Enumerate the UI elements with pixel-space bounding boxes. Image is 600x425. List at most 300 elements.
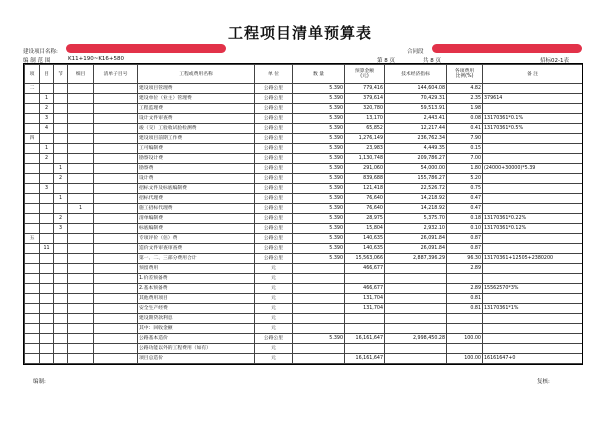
column-header: 数 量 xyxy=(293,65,345,84)
cell-amount: 320,780 xyxy=(345,104,385,114)
cell-name: 标底编制费 xyxy=(138,224,255,234)
cell-ratio: 96.30 xyxy=(447,254,483,264)
cell-xiang xyxy=(25,224,40,234)
cell-mu xyxy=(40,84,54,94)
cell-mu xyxy=(40,254,54,264)
cell-name: 竣（交）工验收试验检测费 xyxy=(138,124,255,134)
cell-unit: 元 xyxy=(255,354,293,364)
cell-mu: 1 xyxy=(40,144,54,154)
cell-qty: 5.390 xyxy=(293,94,345,104)
cell-amount: 291,060 xyxy=(345,164,385,174)
cell-unit: 公路公里 xyxy=(255,334,293,344)
cell-jie xyxy=(54,94,68,104)
cell-index: 236,762.34 xyxy=(385,134,447,144)
cell-mu xyxy=(40,334,54,344)
column-header: 预算金额 (元) xyxy=(345,65,385,84)
cell-code xyxy=(94,94,138,104)
cell-ratio: 2.35 xyxy=(447,94,483,104)
cell-amount: 131,704 xyxy=(345,294,385,304)
cell-xiang xyxy=(25,254,40,264)
cell-ratio: 0.08 xyxy=(447,114,483,124)
cell-ratio: 100.00 xyxy=(447,354,483,364)
cell-xiang: 四 xyxy=(25,134,40,144)
cell-code xyxy=(94,244,138,254)
table-row xyxy=(25,294,583,304)
column-header: 备 注 xyxy=(483,65,583,84)
cell-xiang xyxy=(25,354,40,364)
table-row xyxy=(25,264,583,274)
contract-label: 合同段 xyxy=(407,49,424,55)
cell-amount: 839,688 xyxy=(345,174,385,184)
cell-jie xyxy=(54,104,68,114)
cell-xiang xyxy=(25,264,40,274)
cell-amount: 15,804 xyxy=(345,224,385,234)
cell-amount: 121,418 xyxy=(345,184,385,194)
cell-jie: 2 xyxy=(54,214,68,224)
cell-code xyxy=(94,324,138,334)
cell-xi: 1 xyxy=(68,204,94,214)
table-row xyxy=(25,134,583,144)
cell-unit: 元 xyxy=(255,324,293,334)
cell-name: 建设期贷款利息 xyxy=(138,314,255,324)
cell-jie xyxy=(54,324,68,334)
table-row xyxy=(25,84,583,94)
cell-note: 13170361*0.12% xyxy=(483,224,583,234)
cell-unit: 公路公里 xyxy=(255,84,293,94)
table-row xyxy=(25,174,583,184)
cell-qty: 5.390 xyxy=(293,184,345,194)
cell-xi xyxy=(68,284,94,294)
cell-xiang xyxy=(25,324,40,334)
table-row xyxy=(25,154,583,164)
cell-jie xyxy=(54,314,68,324)
cell-name: 1.价差预备费 xyxy=(138,274,255,284)
table-body xyxy=(25,84,583,364)
cell-ratio: 2.89 xyxy=(447,264,483,274)
cell-xiang xyxy=(25,214,40,224)
table-row xyxy=(25,194,583,204)
cell-xi xyxy=(68,184,94,194)
cell-note xyxy=(483,144,583,154)
cell-unit: 公路公里 xyxy=(255,134,293,144)
cell-note: (24000+30000)*5.39 xyxy=(483,164,583,174)
cell-xi xyxy=(68,324,94,334)
cell-xi xyxy=(68,214,94,224)
cell-qty xyxy=(293,324,345,334)
cell-index: 144,604.08 xyxy=(385,84,447,94)
cell-ratio: 0.15 xyxy=(447,144,483,154)
cell-xiang xyxy=(25,154,40,164)
cell-unit: 公路公里 xyxy=(255,174,293,184)
cell-unit: 公路公里 xyxy=(255,194,293,204)
cell-unit: 公路公里 xyxy=(255,124,293,134)
cell-jie: 1 xyxy=(54,164,68,174)
cell-index xyxy=(385,314,447,324)
cell-ratio: 7.90 xyxy=(447,134,483,144)
cell-index xyxy=(385,274,447,284)
cell-xi xyxy=(68,274,94,284)
cell-jie: 3 xyxy=(54,224,68,234)
cell-mu xyxy=(40,324,54,334)
cell-amount: 28,975 xyxy=(345,214,385,224)
cell-name: 招标代理费 xyxy=(138,194,255,204)
cell-qty xyxy=(293,274,345,284)
column-header: 细目 xyxy=(68,65,94,84)
cell-amount: 140,635 xyxy=(345,234,385,244)
cell-name: 公路功能以外的工程费用（如有） xyxy=(138,344,255,354)
cell-xiang xyxy=(25,164,40,174)
reviewer-label: 复核: xyxy=(537,379,550,385)
cell-xi xyxy=(68,114,94,124)
cell-ratio xyxy=(447,274,483,284)
cell-note xyxy=(483,204,583,214)
cell-amount: 140,635 xyxy=(345,244,385,254)
cell-jie xyxy=(54,304,68,314)
cell-xi xyxy=(68,264,94,274)
cell-xi xyxy=(68,294,94,304)
table-row xyxy=(25,334,583,344)
table-row xyxy=(25,224,583,234)
cell-jie xyxy=(54,334,68,344)
cell-ratio xyxy=(447,344,483,354)
cell-unit: 公路公里 xyxy=(255,114,293,124)
cell-jie xyxy=(54,264,68,274)
cell-name: 建设项目管理费 xyxy=(138,84,255,94)
cell-code xyxy=(94,264,138,274)
cell-jie xyxy=(54,134,68,144)
cell-code xyxy=(94,134,138,144)
cell-qty: 5.390 xyxy=(293,164,345,174)
cell-xiang: 五 xyxy=(25,234,40,244)
cell-xi xyxy=(68,104,94,114)
table-row xyxy=(25,314,583,324)
cell-index: 2,887,396.29 xyxy=(385,254,447,264)
cell-index: 4,449.35 xyxy=(385,144,447,154)
cell-xiang xyxy=(25,334,40,344)
cell-xi xyxy=(68,94,94,104)
cell-name: 设计文件审查费 xyxy=(138,114,255,124)
cell-xiang xyxy=(25,344,40,354)
cell-code xyxy=(94,104,138,114)
cell-xi xyxy=(68,254,94,264)
cell-index xyxy=(385,344,447,354)
cell-amount: 15,563,066 xyxy=(345,254,385,264)
cell-note xyxy=(483,104,583,114)
cell-xiang xyxy=(25,304,40,314)
cell-jie xyxy=(54,124,68,134)
table-row xyxy=(25,354,583,364)
cell-code xyxy=(94,314,138,324)
cell-note xyxy=(483,294,583,304)
cell-xi xyxy=(68,314,94,324)
cell-jie xyxy=(54,344,68,354)
cell-jie xyxy=(54,84,68,94)
cell-amount xyxy=(345,324,385,334)
cell-code xyxy=(94,204,138,214)
cell-name: 建设单位（业主）管理费 xyxy=(138,94,255,104)
budget-table xyxy=(24,64,583,364)
cell-name: 造价文件审查审查费 xyxy=(138,244,255,254)
cell-qty xyxy=(293,304,345,314)
cell-mu xyxy=(40,234,54,244)
cell-note xyxy=(483,234,583,244)
cell-note: 379614 xyxy=(483,94,583,104)
table-row xyxy=(25,164,583,174)
cell-name: 公路基本造价 xyxy=(138,334,255,344)
cell-qty xyxy=(293,314,345,324)
cell-code xyxy=(94,304,138,314)
cell-mu: 2 xyxy=(40,104,54,114)
cell-index xyxy=(385,304,447,314)
cell-ratio: 0.87 xyxy=(447,234,483,244)
cell-qty: 5.390 xyxy=(293,244,345,254)
page-number: 第 8 页 xyxy=(377,58,395,64)
cell-name: 2.基本预备费 xyxy=(138,284,255,294)
cell-qty xyxy=(293,284,345,294)
cell-index: 26,091.84 xyxy=(385,234,447,244)
table-row xyxy=(25,324,583,334)
cell-amount: 65,852 xyxy=(345,124,385,134)
cell-index: 70,429.31 xyxy=(385,94,447,104)
cell-jie xyxy=(54,284,68,294)
cell-name: 勘察费 xyxy=(138,164,255,174)
cell-name: 预留费用 xyxy=(138,264,255,274)
cell-note xyxy=(483,334,583,344)
cell-jie xyxy=(54,184,68,194)
cell-note xyxy=(483,324,583,334)
cell-mu: 2 xyxy=(40,154,54,164)
cell-xi xyxy=(68,144,94,154)
cell-code xyxy=(94,144,138,154)
cell-name: 专项评价（估）费 xyxy=(138,234,255,244)
cell-unit: 元 xyxy=(255,294,293,304)
cell-ratio: 0.41 xyxy=(447,124,483,134)
cell-code xyxy=(94,214,138,224)
cell-code xyxy=(94,124,138,134)
cell-qty: 5.390 xyxy=(293,194,345,204)
cell-xiang xyxy=(25,114,40,124)
cell-amount: 1,276,149 xyxy=(345,134,385,144)
cell-code xyxy=(94,294,138,304)
cell-index: 12,217.44 xyxy=(385,124,447,134)
cell-mu xyxy=(40,294,54,304)
cell-name: 设计费 xyxy=(138,174,255,184)
cell-index: 2,443.41 xyxy=(385,114,447,124)
cell-unit: 元 xyxy=(255,274,293,284)
cell-unit: 元 xyxy=(255,304,293,314)
cell-code xyxy=(94,274,138,284)
cell-amount xyxy=(345,314,385,324)
cell-unit: 公路公里 xyxy=(255,184,293,194)
cell-index xyxy=(385,284,447,294)
cell-name: 项目总造价 xyxy=(138,354,255,364)
cell-amount: 466,677 xyxy=(345,284,385,294)
table-row xyxy=(25,114,583,124)
column-header: 目 xyxy=(40,65,54,84)
cell-unit: 元 xyxy=(255,284,293,294)
compile-range: K11+190~K16+580 xyxy=(68,56,125,62)
cell-mu: 4 xyxy=(40,124,54,134)
cell-name: 其他费用项目 xyxy=(138,294,255,304)
cell-code xyxy=(94,174,138,184)
cell-code xyxy=(94,334,138,344)
cell-ratio: 0.10 xyxy=(447,224,483,234)
cell-xiang xyxy=(25,204,40,214)
cell-xiang xyxy=(25,274,40,284)
cell-qty: 5.390 xyxy=(293,224,345,234)
cell-xi xyxy=(68,84,94,94)
cell-unit: 公路公里 xyxy=(255,94,293,104)
cell-name: 施工招标代理费 xyxy=(138,204,255,214)
compile-scope-label: 编 制 范 围 xyxy=(23,58,51,64)
cell-qty: 5.390 xyxy=(293,84,345,94)
cell-qty: 5.390 xyxy=(293,134,345,144)
cell-name: 招标文件及标底编制费 xyxy=(138,184,255,194)
cell-mu xyxy=(40,174,54,184)
cell-ratio xyxy=(447,314,483,324)
cell-ratio: 0.87 xyxy=(447,244,483,254)
cell-amount: 779,416 xyxy=(345,84,385,94)
column-header: 项 xyxy=(25,65,40,84)
cell-code xyxy=(94,164,138,174)
cell-xi xyxy=(68,164,94,174)
cell-qty xyxy=(293,344,345,354)
cell-amount: 76,640 xyxy=(345,194,385,204)
table-row xyxy=(25,244,583,254)
cell-mu xyxy=(40,204,54,214)
cell-ratio: 4.82 xyxy=(447,84,483,94)
cell-amount: 13,170 xyxy=(345,114,385,124)
cell-index xyxy=(385,324,447,334)
cell-ratio: 0.18 xyxy=(447,214,483,224)
column-header: 技术经济指标 xyxy=(385,65,447,84)
cell-index: 14,218.92 xyxy=(385,204,447,214)
cell-xi xyxy=(68,234,94,244)
cell-note xyxy=(483,84,583,94)
cell-xiang xyxy=(25,104,40,114)
cell-amount: 1,130,748 xyxy=(345,154,385,164)
page-total: 共 8 页 xyxy=(423,58,441,64)
cell-index xyxy=(385,294,447,304)
cell-mu: 3 xyxy=(40,114,54,124)
cell-code xyxy=(94,254,138,264)
redaction-mark xyxy=(432,44,582,53)
table-row xyxy=(25,104,583,114)
cell-name: 第一、二、三部分费用合计 xyxy=(138,254,255,264)
cell-name: 工可编制费 xyxy=(138,144,255,154)
cell-mu xyxy=(40,214,54,224)
cell-amount: 76,640 xyxy=(345,204,385,214)
cell-note: 13170361*0.22% xyxy=(483,214,583,224)
cell-xi xyxy=(68,344,94,354)
cell-jie xyxy=(54,244,68,254)
cell-jie xyxy=(54,234,68,244)
cell-unit: 公路公里 xyxy=(255,164,293,174)
table-header-row xyxy=(25,65,583,84)
cell-xi xyxy=(68,244,94,254)
cell-mu xyxy=(40,264,54,274)
form-number: 招标02-1表 xyxy=(540,58,569,64)
cell-unit: 元 xyxy=(255,264,293,274)
cell-xi xyxy=(68,354,94,364)
compiler-label: 编制: xyxy=(33,379,46,385)
table-row xyxy=(25,214,583,224)
cell-mu xyxy=(40,354,54,364)
cell-note xyxy=(483,194,583,204)
cell-xiang xyxy=(25,294,40,304)
cell-xiang: 二 xyxy=(25,84,40,94)
cell-index: 26,091.84 xyxy=(385,244,447,254)
cell-mu xyxy=(40,224,54,234)
cell-ratio: 0.75 xyxy=(447,184,483,194)
cell-code xyxy=(94,344,138,354)
cell-amount: 466,677 xyxy=(345,264,385,274)
cell-note: 15562570*3% xyxy=(483,284,583,294)
cell-note xyxy=(483,134,583,144)
cell-amount: 131,704 xyxy=(345,304,385,314)
cell-ratio: 1.98 xyxy=(447,104,483,114)
cell-mu xyxy=(40,134,54,144)
cell-ratio: 7.00 xyxy=(447,154,483,164)
table-row xyxy=(25,184,583,194)
cell-qty: 5.390 xyxy=(293,114,345,124)
cell-jie xyxy=(54,114,68,124)
cell-jie: 1 xyxy=(54,194,68,204)
cell-index xyxy=(385,354,447,364)
cell-xi xyxy=(68,134,94,144)
cell-note xyxy=(483,274,583,284)
cell-code xyxy=(94,194,138,204)
cell-note: 13170361*1% xyxy=(483,304,583,314)
cell-amount: 379,614 xyxy=(345,94,385,104)
cell-unit: 公路公里 xyxy=(255,144,293,154)
cell-unit: 公路公里 xyxy=(255,214,293,224)
cell-xiang xyxy=(25,284,40,294)
document-title: 工程项目清单预算表 xyxy=(227,24,372,42)
cell-index: 59,513.91 xyxy=(385,104,447,114)
cell-xi xyxy=(68,334,94,344)
project-name-label: 建设项目名称: xyxy=(23,49,58,55)
cell-index xyxy=(385,264,447,274)
cell-mu xyxy=(40,304,54,314)
cell-note: 16161647+0 xyxy=(483,354,583,364)
cell-qty xyxy=(293,354,345,364)
cell-xiang xyxy=(25,184,40,194)
cell-xiang xyxy=(25,94,40,104)
cell-name: 勘察设计费 xyxy=(138,154,255,164)
table-row xyxy=(25,344,583,354)
cell-index: 2,998,450.28 xyxy=(385,334,447,344)
cell-amount: 16,161,647 xyxy=(345,334,385,344)
cell-qty: 5.390 xyxy=(293,174,345,184)
cell-ratio xyxy=(447,324,483,334)
cell-note: 13170361+12505+2380200 xyxy=(483,254,583,264)
cell-mu xyxy=(40,194,54,204)
cell-xi xyxy=(68,124,94,134)
cell-code xyxy=(94,184,138,194)
cell-ratio: 1.80 xyxy=(447,164,483,174)
cell-unit: 公路公里 xyxy=(255,234,293,244)
cell-index: 54,000.00 xyxy=(385,164,447,174)
cell-qty: 5.390 xyxy=(293,104,345,114)
cell-xi xyxy=(68,194,94,204)
cell-note xyxy=(483,264,583,274)
cell-qty: 5.390 xyxy=(293,334,345,344)
table-row xyxy=(25,254,583,264)
cell-unit: 公路公里 xyxy=(255,204,293,214)
cell-mu xyxy=(40,284,54,294)
cell-ratio: 0.81 xyxy=(447,304,483,314)
